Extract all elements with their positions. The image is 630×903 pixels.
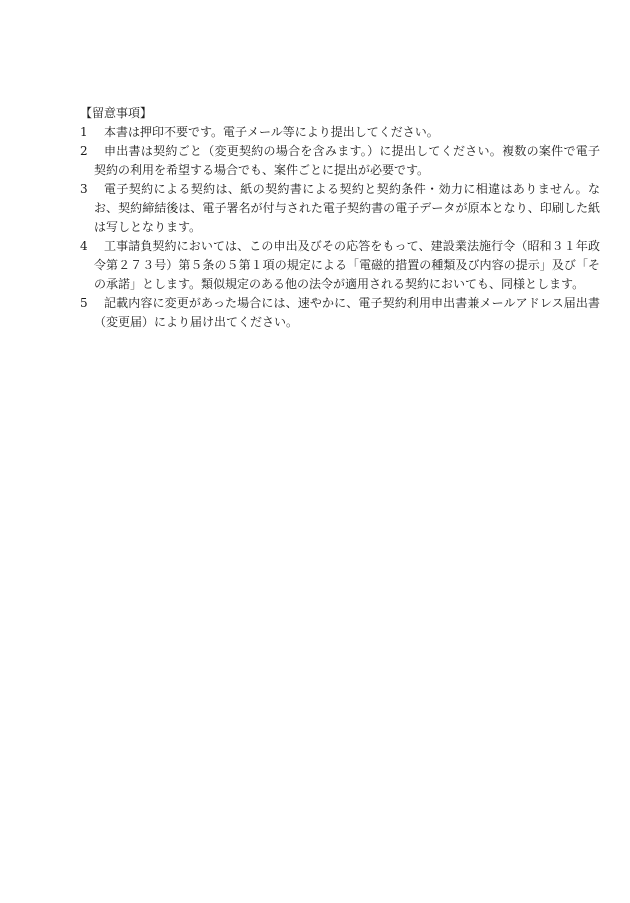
note-text: 申出書は契約ごと（変更契約の場合を含みます。）に提出してください。複数の案件で電子契約の利用を希望する場合でも、案件ごとに提出が必要です。 <box>94 144 600 177</box>
note-item <box>80 123 600 142</box>
note-text: 工事請負契約においては、この申出及びその応答をもって、建設業法施行令（昭和３１年政令第２７３号）第５条の５第１項の規定による「電磁的措置の種類及び内容の提示」及び「その承諾」とします。類似規定のある他の法令が適用される契約においても、同様とします。 <box>94 239 600 291</box>
note-item <box>80 180 600 237</box>
note-item <box>80 142 600 180</box>
note-number: 3 <box>80 182 88 196</box>
note-item <box>80 237 600 294</box>
note-number: 1 <box>80 125 88 139</box>
note-item <box>80 294 600 332</box>
note-text: 電子契約による契約は、紙の契約書による契約と契約条件・効力に相違はありません。なお、契約締結後は、電子署名が付与された電子契約書の電子データが原本となり、印刷した紙は写しとなります。 <box>94 182 600 234</box>
note-text: 記載内容に変更があった場合には、速やかに、電子契約利用申出書兼メールアドレス届出書（変更届）により届け出てください。 <box>94 296 600 329</box>
note-number: 5 <box>80 296 88 310</box>
notes-list <box>80 123 600 332</box>
notes-document <box>80 104 600 332</box>
note-number: 4 <box>80 239 88 253</box>
notes-heading: 【留意事項】 <box>80 106 153 120</box>
note-text: 本書は押印不要です。電子メール等により提出してください。 <box>104 125 439 139</box>
note-number: 2 <box>80 144 88 158</box>
